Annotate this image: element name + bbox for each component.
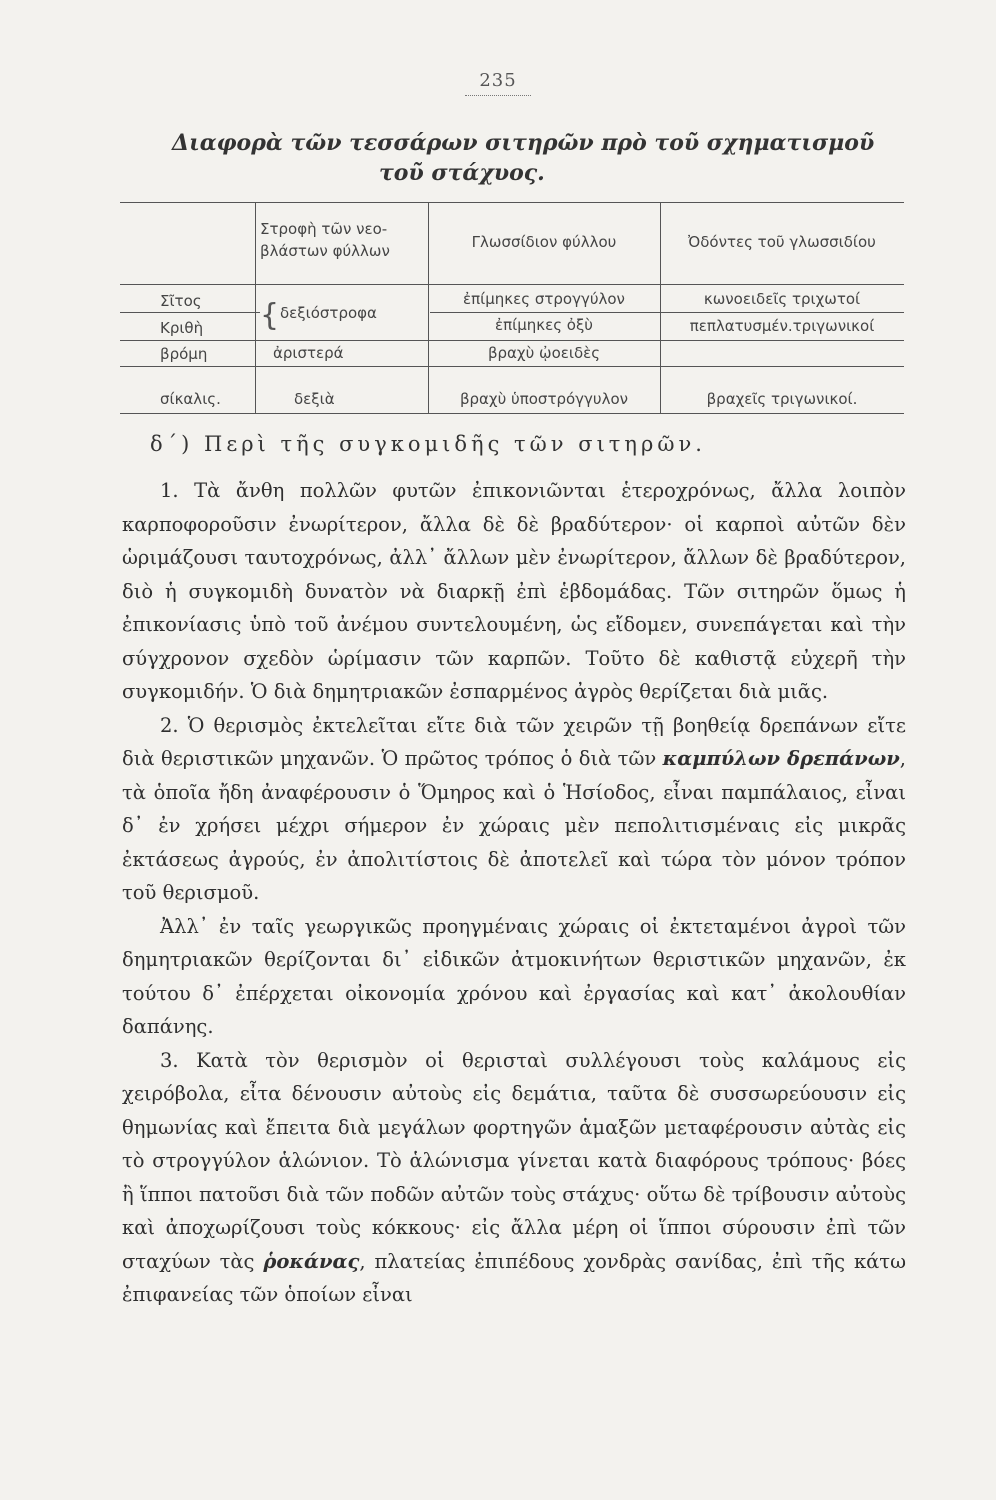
body-text: [122, 474, 906, 1312]
table-rule: [120, 202, 904, 203]
row-teeth: βραχεῖς τριγωνικοί.: [706, 390, 858, 408]
row-ligule: ἐπίμηκες στρογγύλον: [463, 290, 625, 308]
row-teeth: κωνοειδεῖς τριχωτοί: [703, 290, 861, 308]
page-number-rule: [465, 95, 531, 96]
emphasis-rokanas: ῥοκάνας: [263, 1249, 360, 1273]
comparison-table: [120, 202, 904, 414]
paragraph-4-start: 3. Κατὰ τὸν θερισμὸν οἱ θερισταὶ συλλέγουσι τοὺς καλάμους εἰς χειρόβολα, εἶτα δένουσιν αὐτοὺς εἰς δεμάτια, ταῦτα δὲ συσσωρεύουσιν εἰς θημωνίας καὶ ἔπειτα διὰ μεγάλων φορτηγῶν ἁμαξῶν μεταφέρουσιν αὐτὰς εἰς τὸ στρογγύλον ἁλώνιον. Τὸ ἁλώνισμα γίνεται κατὰ διαφόρους τρόπους· βόες ἢ ἵπποι πατοῦσι διὰ τῶν ποδῶν αὐτῶν τοὺς στάχυς· οὕτω δὲ τρίβουσιν αὐτοὺς καὶ ἀποχωρίζουσι τοὺς κόκκους· εἰς ἄλλα μέρη οἱ ἵπποι σύρουσιν ἐπὶ τῶν σταχύων τὰς: [122, 1048, 906, 1273]
emphasis-sickles: καμπύλων δρεπάνων: [662, 747, 900, 770]
table-rule: [120, 413, 904, 414]
brace-mark: {: [260, 298, 280, 333]
row-teeth: πεπλατυσμέν.τριγωνικοί: [689, 317, 875, 335]
row-ligule: ἐπίμηκες ὀξὺ: [494, 316, 593, 334]
paragraph-2: [122, 709, 906, 910]
row-ligule: βραχὺ ὑποστρόγγυλον: [459, 390, 629, 408]
page-number: 235: [479, 70, 517, 91]
paragraph-3: Ἀλλ᾽ ἐν ταῖς γεωργικῶς προηγμέναις χώραις οἱ ἐκτεταμένοι ἀγροὶ τῶν δημητριακῶν θερίζονται δι᾽ εἰδικῶν ἀτμοκινήτων θεριστικῶν μηχανῶν, ἐκ τούτου δ᾽ ἐπέρχεται οἰκονομία χρόνου καὶ ἐργασίας καὶ κατ᾽ ἀκολουθίαν δαπάνης.: [122, 914, 906, 1038]
table-rule: [120, 284, 904, 285]
row-turn: δεξιὰ: [294, 390, 335, 408]
header-turn-line1: Στροφὴ τῶν νεο-: [260, 220, 388, 238]
table-column-rule: [255, 202, 256, 414]
paragraph-2-start: 2. Ὁ θερισμὸς ἐκτελεῖται εἴτε διὰ τῶν χειρῶν τῇ βοηθείᾳ δρεπάνων εἴτε διὰ θεριστικῶν μηχανῶν. Ὁ πρῶτος τρόπος ὁ διὰ τῶν: [122, 713, 906, 770]
table-title-line1: Διαφορὰ τῶν τεσσάρων σιτηρῶν πρὸ τοῦ σχηματισμοῦ: [172, 130, 875, 156]
paragraph-2-end: , τὰ ὁποῖα ἤδη ἀναφέρουσιν ὁ Ὅμηρος καὶ ὁ Ἡσίοδος, εἶναι παμπάλαιος, εἶναι δ᾽ ἐν χρήσει μέχρι σήμερον ἐν χώραις μὲν πεπολιτισμέναις εἰς μικρᾶς ἐκτάσεως ἀγρούς, ἐν ἀπολιτίστοις δὲ ἀποτελεῖ καὶ τώρα τὸν μόνον τρόπον τοῦ θερισμοῦ.: [122, 747, 906, 904]
header-turn-line2: βλάστων φύλλων: [260, 242, 390, 260]
row-ligule: βραχὺ ᾠοειδὲς: [487, 344, 601, 362]
row-grain: βρόμη: [160, 345, 208, 363]
table-rule: [120, 312, 260, 313]
table-rule: [120, 366, 904, 367]
row-turn: δεξιόστροφα: [280, 304, 377, 322]
table-rule: [120, 340, 904, 341]
table-title: [172, 128, 912, 188]
header-ligule: Γλωσσίδιον φύλλου: [471, 233, 617, 251]
paragraph-1: 1. Τὰ ἄνθη πολλῶν φυτῶν ἐπικονιῶνται ἑτεροχρόνως, ἄλλα λοιπὸν καρποφοροῦσιν ἐνωρίτερον, ἄλλα δὲ δὲ βραδύτερον· οἱ καρποὶ αὐτῶν δὲν ὡριμάζουσι ταυτοχρόνως, ἀλλ᾽ ἄλλων μὲν ἐνωρίτερον, ἄλλων δὲ βραδύτερον, διὸ ἡ συγκομιδὴ δυνατὸν νὰ διαρκῇ ἐπὶ ἑβδομάδας. Τῶν σιτηρῶν ὅμως ἡ ἐπικονίασις ὑπὸ τοῦ ἀνέμου συντελουμένη, ὡς εἴδομεν, συνεπάγεται καὶ τὴν σύγχρονον σχεδὸν ὡρίμασιν τῶν καρπῶν. Τοῦτο δὲ καθιστᾷ εὐχερῆ τὴν συγκομιδήν. Ὁ διὰ δημητριακῶν ἐσπαρμένος ἀγρὸς θερίζεται διὰ μιᾶς.: [122, 479, 906, 703]
row-grain: Σῖτος: [160, 292, 202, 310]
row-turn: ἀριστερά: [273, 344, 344, 362]
table-title-line2: τοῦ στάχυος.: [379, 160, 545, 186]
section-heading: δ΄) Περὶ τῆς συγκομιδῆς τῶν σιτηρῶν.: [150, 432, 706, 456]
paragraph-4-end: , πλατείας ἐπιπέδους χονδρὰς σανίδας, ἐπὶ τῆς κάτω ἐπιφανείας τῶν ὁποίων εἶναι: [122, 1249, 906, 1306]
row-grain: Κριθὴ: [160, 319, 204, 337]
row-grain: σίκαλις.: [160, 390, 221, 408]
table-rule: [430, 312, 904, 313]
header-teeth: Ὀδόντες τοῦ γλωσσιδίου: [688, 233, 876, 251]
paragraph-4: [122, 1044, 906, 1312]
